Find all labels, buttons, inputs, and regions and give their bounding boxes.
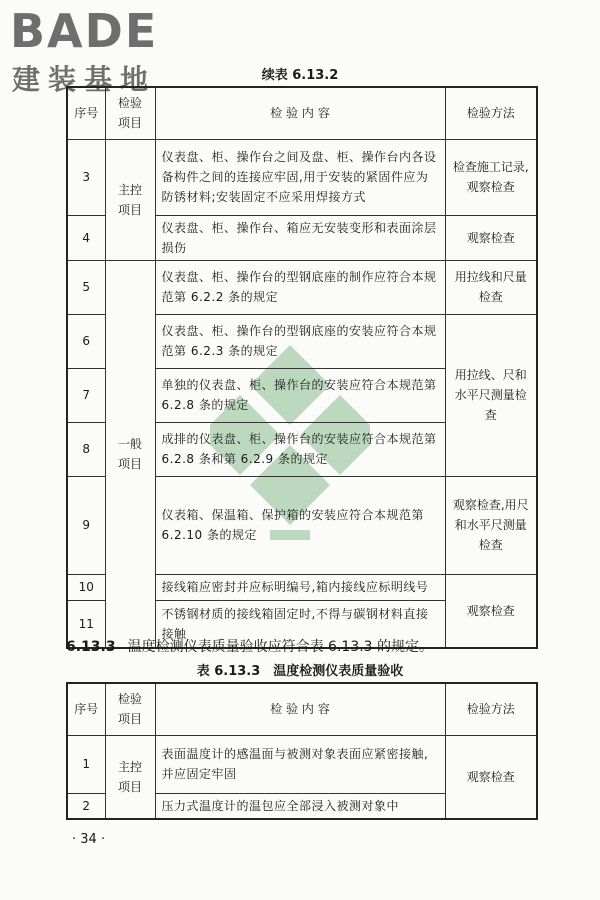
row-method: 检查施工记录,观察检查 [445, 139, 537, 215]
table-row [67, 260, 537, 314]
row-content: 仪表盘、柜、操作台之间及盘、柜、操作台内各设备构件之间的连接应牢固,用于安装的紧固件应为防锈材料;安装固定不应采用焊接方式 [155, 139, 445, 215]
row-content: 接线箱应密封并应标明编号,箱内接线应标明线号 [155, 574, 445, 600]
row-content: 不锈钢材质的接线箱固定时,不得与碳钢材料直接接触 [155, 600, 445, 648]
row-no: 7 [67, 368, 105, 422]
row-method: 用拉线、尺和水平尺测量检查 [445, 314, 537, 476]
table-row [67, 735, 537, 793]
row-no: 9 [67, 476, 105, 574]
header-item: 检验 项目 [105, 683, 155, 735]
row-no: 2 [67, 793, 105, 819]
row-no: 11 [67, 600, 105, 648]
table2 [66, 682, 538, 820]
row-no: 1 [67, 735, 105, 793]
header-content: 检 验 内 容 [155, 87, 445, 139]
header-item: 检验 项目 [105, 87, 155, 139]
page-number: · 34 · [72, 832, 106, 847]
table2-title: 表 6.13.3 温度检测仪表质量验收 [196, 664, 404, 679]
header-method: 检验方法 [445, 683, 537, 735]
row-content: 仪表盘、柜、操作台的型钢底座的安装应符合本规范第 6.2.3 条的规定 [155, 314, 445, 368]
row-content: 仪表盘、柜、操作台的型钢底座的制作应符合本规范第 6.2.2 条的规定 [155, 260, 445, 314]
header-method: 检验方法 [445, 87, 537, 139]
row-no: 4 [67, 215, 105, 260]
clause-number: 6.13.3 [66, 639, 116, 655]
clause-text: 温度检测仪表质量验收应符合表 6.13.3 的规定。 [127, 639, 434, 655]
table1-header-row [67, 87, 537, 139]
header-no: 序号 [67, 683, 105, 735]
row-content: 压力式温度计的温包应全部浸入被测对象中 [155, 793, 445, 819]
group-general: 一般 项目 [105, 260, 155, 648]
row-no: 6 [67, 314, 105, 368]
logo-brand: BADE [10, 4, 159, 58]
row-method: 观察检查 [445, 215, 537, 260]
row-content: 单独的仪表盘、柜、操作台的安装应符合本规范第 6.2.8 条的规定 [155, 368, 445, 422]
row-no: 8 [67, 422, 105, 476]
row-no: 10 [67, 574, 105, 600]
row-no: 3 [67, 139, 105, 215]
group-main: 主控 项目 [105, 139, 155, 260]
row-no: 5 [67, 260, 105, 314]
row-method: 观察检查 [445, 574, 537, 648]
header-no: 序号 [67, 87, 105, 139]
table-row [67, 139, 537, 215]
row-content: 成排的仪表盘、柜、操作台的安装应符合本规范第 6.2.8 条和第 6.2.9 条的规定 [155, 422, 445, 476]
row-method: 观察检查 [445, 735, 537, 819]
row-content: 仪表盘、柜、操作台、箱应无安装变形和表面涂层损伤 [155, 215, 445, 260]
row-content: 仪表箱、保温箱、保护箱的安装应符合本规范第 6.2.10 条的规定 [155, 476, 445, 574]
table1 [66, 86, 538, 649]
group-main: 主控 项目 [105, 735, 155, 819]
logo-subtitle: 建装基地 [12, 63, 157, 96]
table2-header-row [67, 683, 537, 735]
row-method: 用拉线和尺量检查 [445, 260, 537, 314]
table1-title: 续表 6.13.2 [261, 68, 339, 83]
row-content: 表面温度计的感温面与被测对象表面应紧密接触,并应固定牢固 [155, 735, 445, 793]
header-content: 检 验 内 容 [155, 683, 445, 735]
clause-6-13-3 [66, 636, 433, 656]
row-method: 观察检查,用尺和水平尺测量检查 [445, 476, 537, 574]
